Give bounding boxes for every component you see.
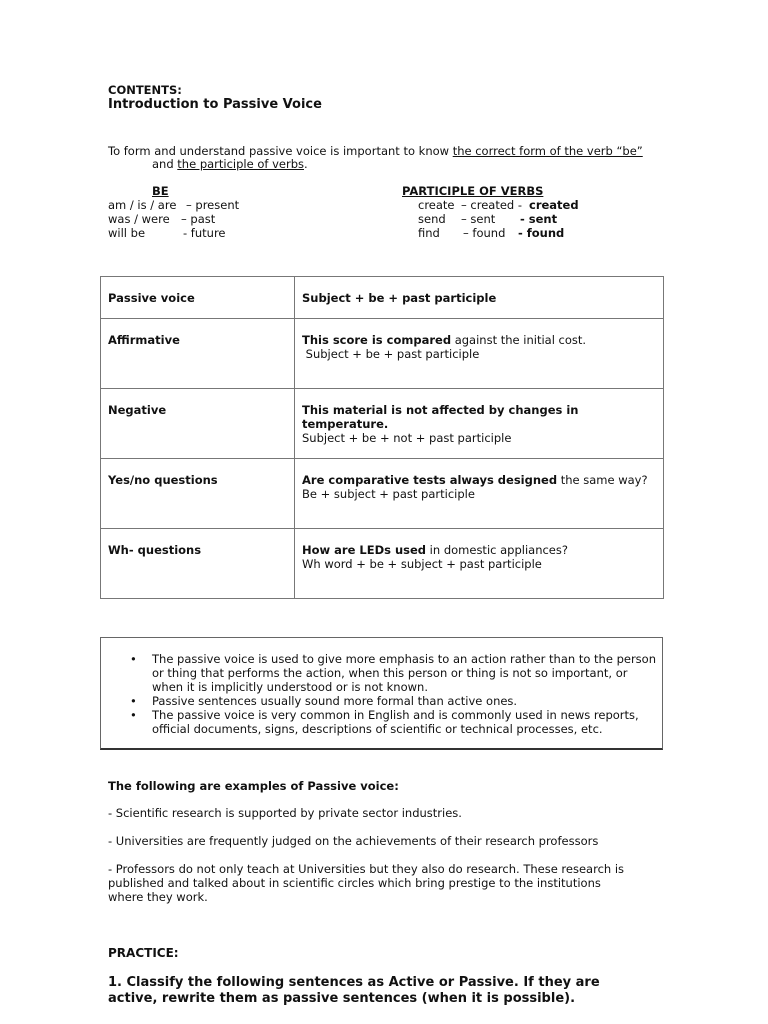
be-forms-0: am / is / are — [108, 198, 177, 212]
notes-box — [100, 637, 663, 750]
example-bold: This score is compared — [302, 333, 452, 347]
list-item — [130, 694, 657, 708]
be-tense-2: - future — [183, 226, 226, 240]
example-item: - Scientific research is supported by private sector industries. — [108, 806, 462, 820]
participle-pp-0: created — [529, 198, 579, 212]
intro-underline-participle: the participle of verbs — [177, 157, 304, 171]
contents-label: CONTENTS: — [108, 83, 182, 97]
row-label-affirmative: Affirmative — [101, 319, 295, 389]
example-bold: Are comparative tests always designed — [302, 473, 558, 487]
example-formula: Subject + be + not + past participle — [302, 431, 512, 445]
table-header-row — [101, 277, 664, 319]
example-bold: This material is not affected by changes in temperature. — [302, 403, 579, 431]
page-title: Introduction to Passive Voice — [108, 97, 322, 112]
example-item: - Professors do not only teach at Universities but they also do research. These research is published and talked about in scientific circles which bring prestige to the institutions where they work. — [108, 862, 625, 904]
intro-line-1 — [108, 144, 643, 158]
note-text: Passive sentences usually sound more formal than active ones. — [152, 694, 518, 708]
table-row — [101, 389, 664, 459]
participle-past-0: – created - — [461, 198, 523, 212]
participle-base-1: send — [418, 212, 446, 226]
be-forms-1: was / were — [108, 212, 170, 226]
row-label-yes-no: Yes/no questions — [101, 459, 295, 529]
participle-past-2: – found — [463, 226, 506, 240]
table-row — [101, 459, 664, 529]
participle-pp-1: - sent — [520, 212, 558, 226]
example-rest: the same way? — [557, 473, 648, 487]
passive-voice-table — [100, 276, 664, 599]
row-example-affirmative — [295, 319, 664, 389]
bullet-icon: • — [130, 652, 137, 666]
bullet-icon: • — [130, 694, 137, 708]
participle-heading: PARTICIPLE OF VERBS — [402, 184, 544, 198]
example-formula: Wh word + be + subject + past participle — [302, 557, 542, 571]
table-header-label: Passive voice — [101, 277, 295, 319]
list-item — [130, 652, 657, 694]
be-tense-1: – past — [181, 212, 216, 226]
note-text: The passive voice is used to give more emphasis to an action rather than to the person or thing that performs the action, when this person or thing is not so important, or when it is implicitly understood or is not known. — [152, 652, 656, 694]
intro-underline-be: the correct form of the verb “be” — [452, 144, 643, 158]
note-text: The passive voice is very common in English and is commonly used in news reports, official documents, signs, descriptions of scientific or technical processes, etc. — [152, 708, 639, 736]
participle-pp-2-word: found — [526, 226, 565, 240]
list-item — [130, 708, 657, 736]
participle-pp-2: - found — [518, 226, 565, 240]
participle-base-2: find — [418, 226, 440, 240]
intro-end: . — [304, 157, 308, 171]
table-row — [101, 529, 664, 599]
row-label-wh: Wh- questions — [101, 529, 295, 599]
row-example-negative — [295, 389, 664, 459]
participle-base-0: create — [418, 198, 455, 212]
example-formula: Be + subject + past participle — [302, 487, 475, 501]
example-rest: in domestic appliances? — [426, 543, 568, 557]
table-header-formula: Subject + be + past participle — [295, 277, 664, 319]
practice-task: 1. Classify the following sentences as Active or Passive. If they are active, rewrite them as passive sentences (when it is possible). — [108, 975, 600, 1006]
table-row — [101, 319, 664, 389]
example-rest: against the initial cost. — [451, 333, 587, 347]
be-tense-0: – present — [186, 198, 240, 212]
bullet-icon: • — [130, 708, 137, 722]
example-item: - Universities are frequently judged on the achievements of their research professors — [108, 834, 599, 848]
row-label-negative: Negative — [101, 389, 295, 459]
be-heading: BE — [152, 184, 169, 198]
participle-pp-1-word: sent — [528, 212, 558, 226]
participle-past-1: – sent — [461, 212, 496, 226]
example-bold: How are LEDs used — [302, 543, 427, 557]
examples-heading: The following are examples of Passive voice: — [108, 779, 399, 793]
example-formula: Subject + be + past participle — [302, 347, 480, 361]
intro-and: and — [152, 157, 178, 171]
notes-list — [101, 638, 662, 736]
be-forms-2: will be — [108, 226, 146, 240]
practice-heading: PRACTICE: — [108, 946, 179, 960]
row-example-wh — [295, 529, 664, 599]
intro-text: To form and understand passive voice is important to know — [108, 144, 453, 158]
row-example-yes-no — [295, 459, 664, 529]
intro-line-2 — [152, 157, 308, 171]
